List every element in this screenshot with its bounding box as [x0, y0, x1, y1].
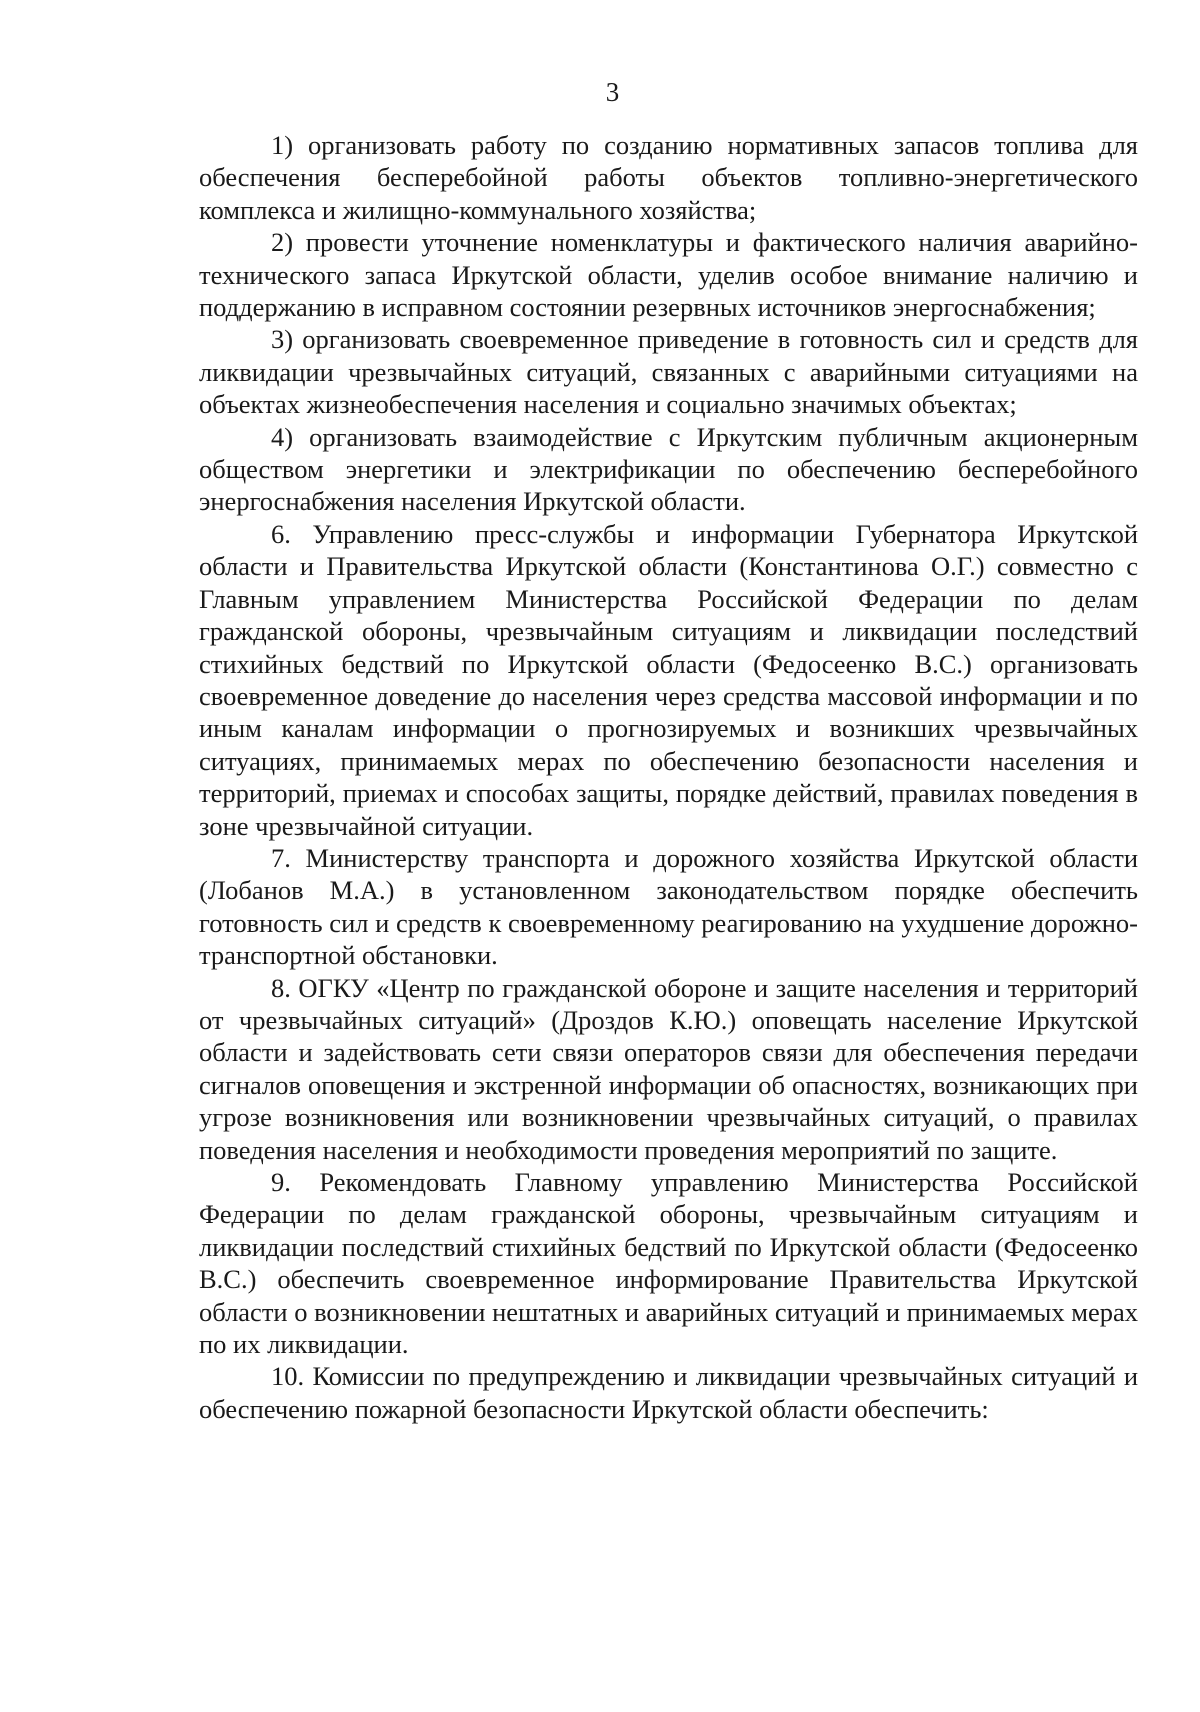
paragraph-item-3: 3) организовать своевременное приведение в готовность сил и средств для ликвидации чрезвычайных ситуаций, связанных с аварийными ситуациями на объектах жизнеобеспечения населения и социально значимых объектах;	[199, 324, 1138, 420]
paragraph-item-2: 2) провести уточнение номенклатуры и фактического наличия аварийно-технического запаса Иркутской области, уделив особое внимание наличию и поддержанию в исправном состоянии резервных источников энергоснабжения;	[199, 227, 1138, 323]
paragraph-6: 6. Управлению пресс-службы и информации Губернатора Иркутской области и Правительства Иркутской области (Константинова О.Г.) совместно с Главным управлением Министерства Российской Федерации по делам гражданской обороны, чрезвычайным ситуациям и ликвидации последствий стихийных бедствий по Иркутской области (Федосеенко В.С.) организовать своевременное доведение до населения через средства массовой информации и по иным каналам информации о прогнозируемых и возникших чрезвычайных ситуациях, принимаемых мерах по обеспечению безопасности населения и территорий, приемах и способах защиты, порядке действий, правилах поведения в зоне чрезвычайной ситуации.	[199, 518, 1138, 841]
paragraph-8: 8. ОГКУ «Центр по гражданской обороне и защите населения и территорий от чрезвычайных ситуаций» (Дроздов К.Ю.) оповещать население Иркутской области и задействовать сети связи операторов связи для обеспечения передачи сигналов оповещения и экстренной информации об опасностях, возникающих при угрозе возникновения или возникновении чрезвычайных ситуаций, о правилах поведения населения и необходимости проведения мероприятий по защите.	[199, 972, 1138, 1165]
paragraph-10: 10. Комиссии по предупреждению и ликвидации чрезвычайных ситуаций и обеспечению пожарной безопасности Иркутской области обеспечить:	[199, 1361, 1138, 1424]
paragraph-9: 9. Рекомендовать Главному управлению Министерства Российской Федерации по делам гражданской обороны, чрезвычайным ситуациям и ликвидации последствий стихийных бедствий по Иркутской области (Федосеенко В.С.) обеспечить своевременное информирование Правительства Иркутской области о возникновении нештатных и аварийных ситуаций и принимаемых мерах по их ликвидации.	[199, 1167, 1138, 1360]
document-body	[199, 129, 1138, 1425]
page-number: 3	[605, 77, 620, 107]
paragraph-item-4: 4) организовать взаимодействие с Иркутским публичным акционерным обществом энергетики и электрификации по обеспечению бесперебойного энергоснабжения населения Иркутской области.	[199, 421, 1138, 517]
paragraph-7: 7. Министерству транспорта и дорожного хозяйства Иркутской области (Лобанов М.А.) в установленном законодательством порядке обеспечить готовность сил и средств к своевременному реагированию на ухудшение дорожно-транспортной обстановки.	[199, 842, 1138, 971]
paragraph-item-1: 1) организовать работу по созданию нормативных запасов топлива для обеспечения бесперебойной работы объектов топливно-энергетического комплекса и жилищно-коммунального хозяйства;	[199, 130, 1138, 225]
